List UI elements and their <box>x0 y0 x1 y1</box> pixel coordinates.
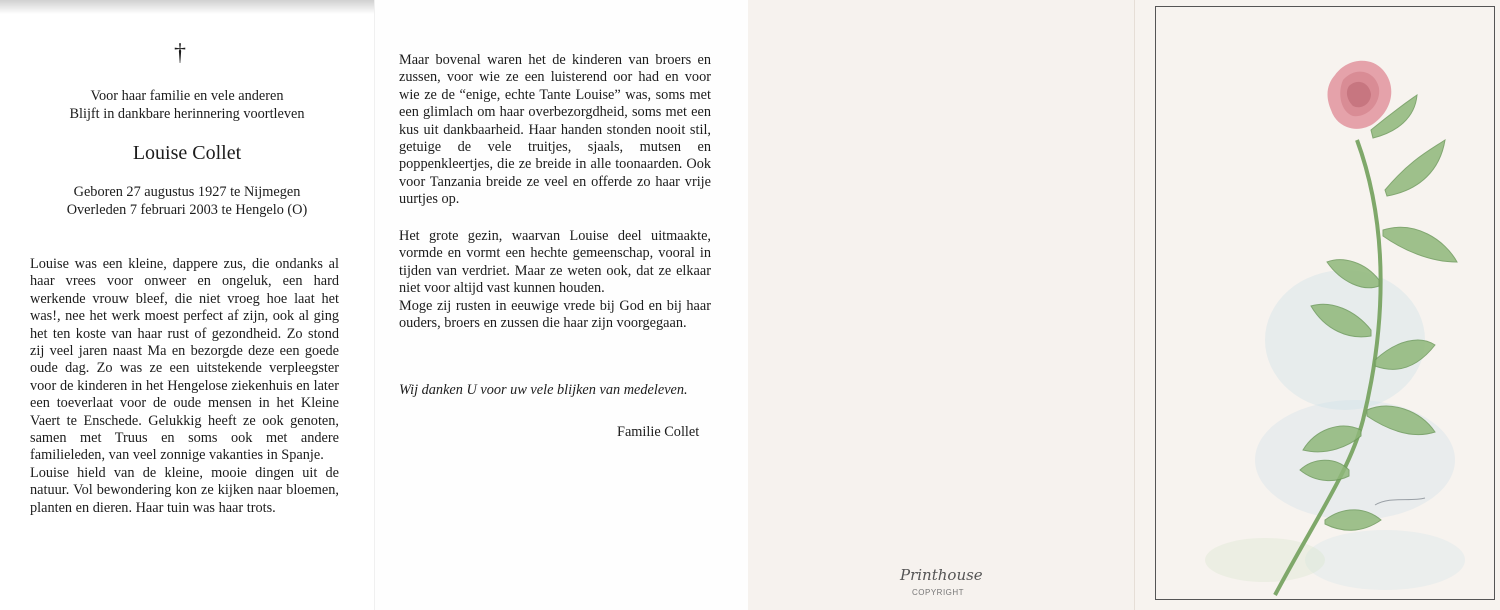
cross-icon: † <box>174 40 186 66</box>
back-panel <box>748 0 1134 610</box>
biography-paragraph-2: Het grote gezin, waarvan Louise deel uitmaakte, vormde en vormt een hechte gemeenschap, vooral in tijden van verdriet. Maar ze weten ook, dat ze elkaar niet voor altijd vast kunnen houden. Moge zij rusten in eeuwige vrede bij God en bij haar ouders, broers en zussen die haar zijn voorgegaan. <box>399 228 711 332</box>
left-text-panel <box>0 0 374 610</box>
biography-text: Louise was een kleine, dappere zus, die ondanks al haar vrees voor onweer en ongeluk, een hard werkende vrouw bleef, die niet vroeg hoe laat het was!, nee het werk moest perfect af zijn, ook al ging het ten koste van haar rust of gezondheid. Zo stond zij veel jaren naast Ma en bezorgde deze een goede oude dag. Zo was ze een uitstekende verpleegster voor de kinderen in het Hengelose ziekenhuis en later een toeverlaat voor de oude mensen in het Kleine Vaert te Enschede. Gelukkig heeft ze ook genoten, samen met Truus en soms ook met andere familieleden, van veel zonnige vakanties in Spanje. Louise hield van de kleine, mooie dingen uit de natuur. Vol bewondering kon ze kijken naar bloemen, planten en dieren. Haar tuin was haar trots. <box>30 256 339 516</box>
birth-line: Geboren 27 augustus 1927 te Nijmegen <box>73 184 301 200</box>
printhouse-logo: Printhouse <box>900 566 983 584</box>
family-signature: Familie Collet <box>617 424 700 440</box>
rose-illustration <box>1135 0 1500 610</box>
biography-paragraph-1: Maar bovenal waren het de kinderen van broers en zussen, voor wie ze een luisterend oor had en voor wie ze de “enige, echte Tante Louise” was, soms met een glimlach om haar overbezorgdheid, soms met een kus uit dankbaarheid. Haar handen stonden nooit stil, getuige de vele truitjes, sjaals, mutsen en poppenkleertjes, die ze breide in alle toonaarden. Ook voor Tanzania breide ze veel en offerde zo haar vrije uurtjes op. <box>399 52 711 208</box>
scan-shadow <box>0 0 374 14</box>
dedication-line-2: Blijft in dankbare herinnering voortleven <box>69 106 305 122</box>
cover-panel <box>1134 0 1500 610</box>
copyright-label: COPYRIGHT <box>912 588 965 597</box>
death-line: Overleden 7 februari 2003 te Hengelo (O) <box>66 202 308 218</box>
middle-text-panel <box>374 0 749 610</box>
deceased-name: Louise Collet <box>132 142 242 164</box>
rose-flower <box>1328 61 1392 129</box>
dedication-line-1: Voor haar familie en vele anderen <box>90 88 284 104</box>
thanks-line: Wij danken U voor uw vele blijken van medeleven. <box>399 382 688 398</box>
